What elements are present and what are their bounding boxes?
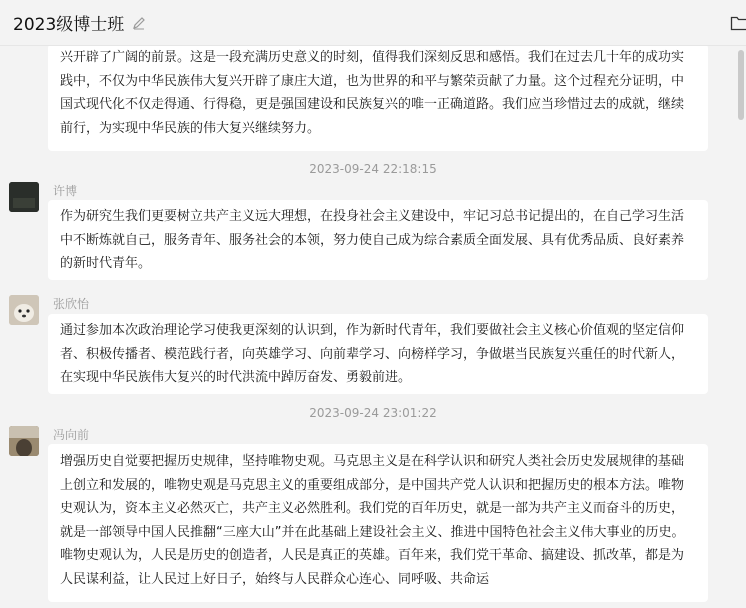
avatar[interactable]: [9, 295, 39, 325]
message-timestamp: 2023-09-24 23:01:22: [309, 406, 437, 420]
sender-name: 许博: [53, 184, 78, 198]
message-text: 作为研究生我们更要树立共产主义远大理想，在投身社会主义建设中，牢记习总书记提出的，在自己学习生活中不断炼就自己，服务青年、服务社会的本领，努力使自己成为综合素质全面发展、具有优秀品质、良好素养的新时代青年。: [60, 209, 685, 271]
chat-title: 2023级博士班: [13, 15, 125, 35]
message-bubble: [48, 314, 708, 394]
message-bubble: [48, 46, 708, 151]
sender-name: 张欣怡: [53, 297, 90, 311]
message-text: 增强历史自觉要把握历史规律，坚持唯物史观。马克思主义是在科学认识和研究人类社会历史发展规律的基础上创立和发展的，唯物史观是马克思主义的重要组成部分，是中国共产党人认识和把握历史的根本方法。唯物史观认为，资本主义必然灭亡，共产主义必然胜利。我们党的百年历史，就是一部为共产主义而奋斗的历史，就是一部领导中国人民推翻“三座大山”并在此基础上建设社会主义、推进中国特色社会主义伟大事业的历史。唯物史观认为，人民是历史的创造者，人民是真正的英雄。百年来，我们党干革命、搞建设、抓改革，都是为人民谋利益，让人民过上好日子，始终与人民群众心连心、同呼吸、共命运: [60, 454, 685, 587]
message-bubble: [48, 444, 708, 602]
message-text: 兴开辟了广阔的前景。这是一段充满历史意义的时刻，值得我们深刻反思和感悟。我们在过去几十年的成功实践中，不仅为中华民族伟大复兴开辟了康庄大道，也为世界的和平与繁荣贡献了力量。这个过程充分证明，中国式现代化不仅走得通、行得稳，更是强国建设和民族复兴的唯一正确道路。我们应当珍惜过去的成就，继续前行，为实现中华民族的伟大复兴继续努力。: [60, 50, 685, 136]
avatar[interactable]: [9, 426, 39, 456]
message-bubble: [48, 200, 708, 280]
pencil-icon[interactable]: [132, 16, 146, 30]
avatar[interactable]: [9, 182, 39, 212]
scrollbar[interactable]: [738, 50, 744, 120]
message-text: 通过参加本次政治理论学习使我更深刻的认识到，作为新时代青年，我们要做社会主义核心价值观的坚定信仰者、积极传播者、模范践行者，向英雄学习、向前辈学习、向榜样学习，争做堪当民族复兴重任的时代新人，在实现中华民族伟大复兴的时代洪流中踔厉奋发、勇毅前进。: [60, 323, 685, 385]
chat-header: [0, 0, 746, 46]
message-list[interactable]: [0, 46, 746, 608]
message-timestamp: 2023-09-24 22:18:15: [309, 162, 437, 176]
sender-name: 冯向前: [53, 428, 90, 442]
folder-icon[interactable]: [730, 15, 746, 31]
